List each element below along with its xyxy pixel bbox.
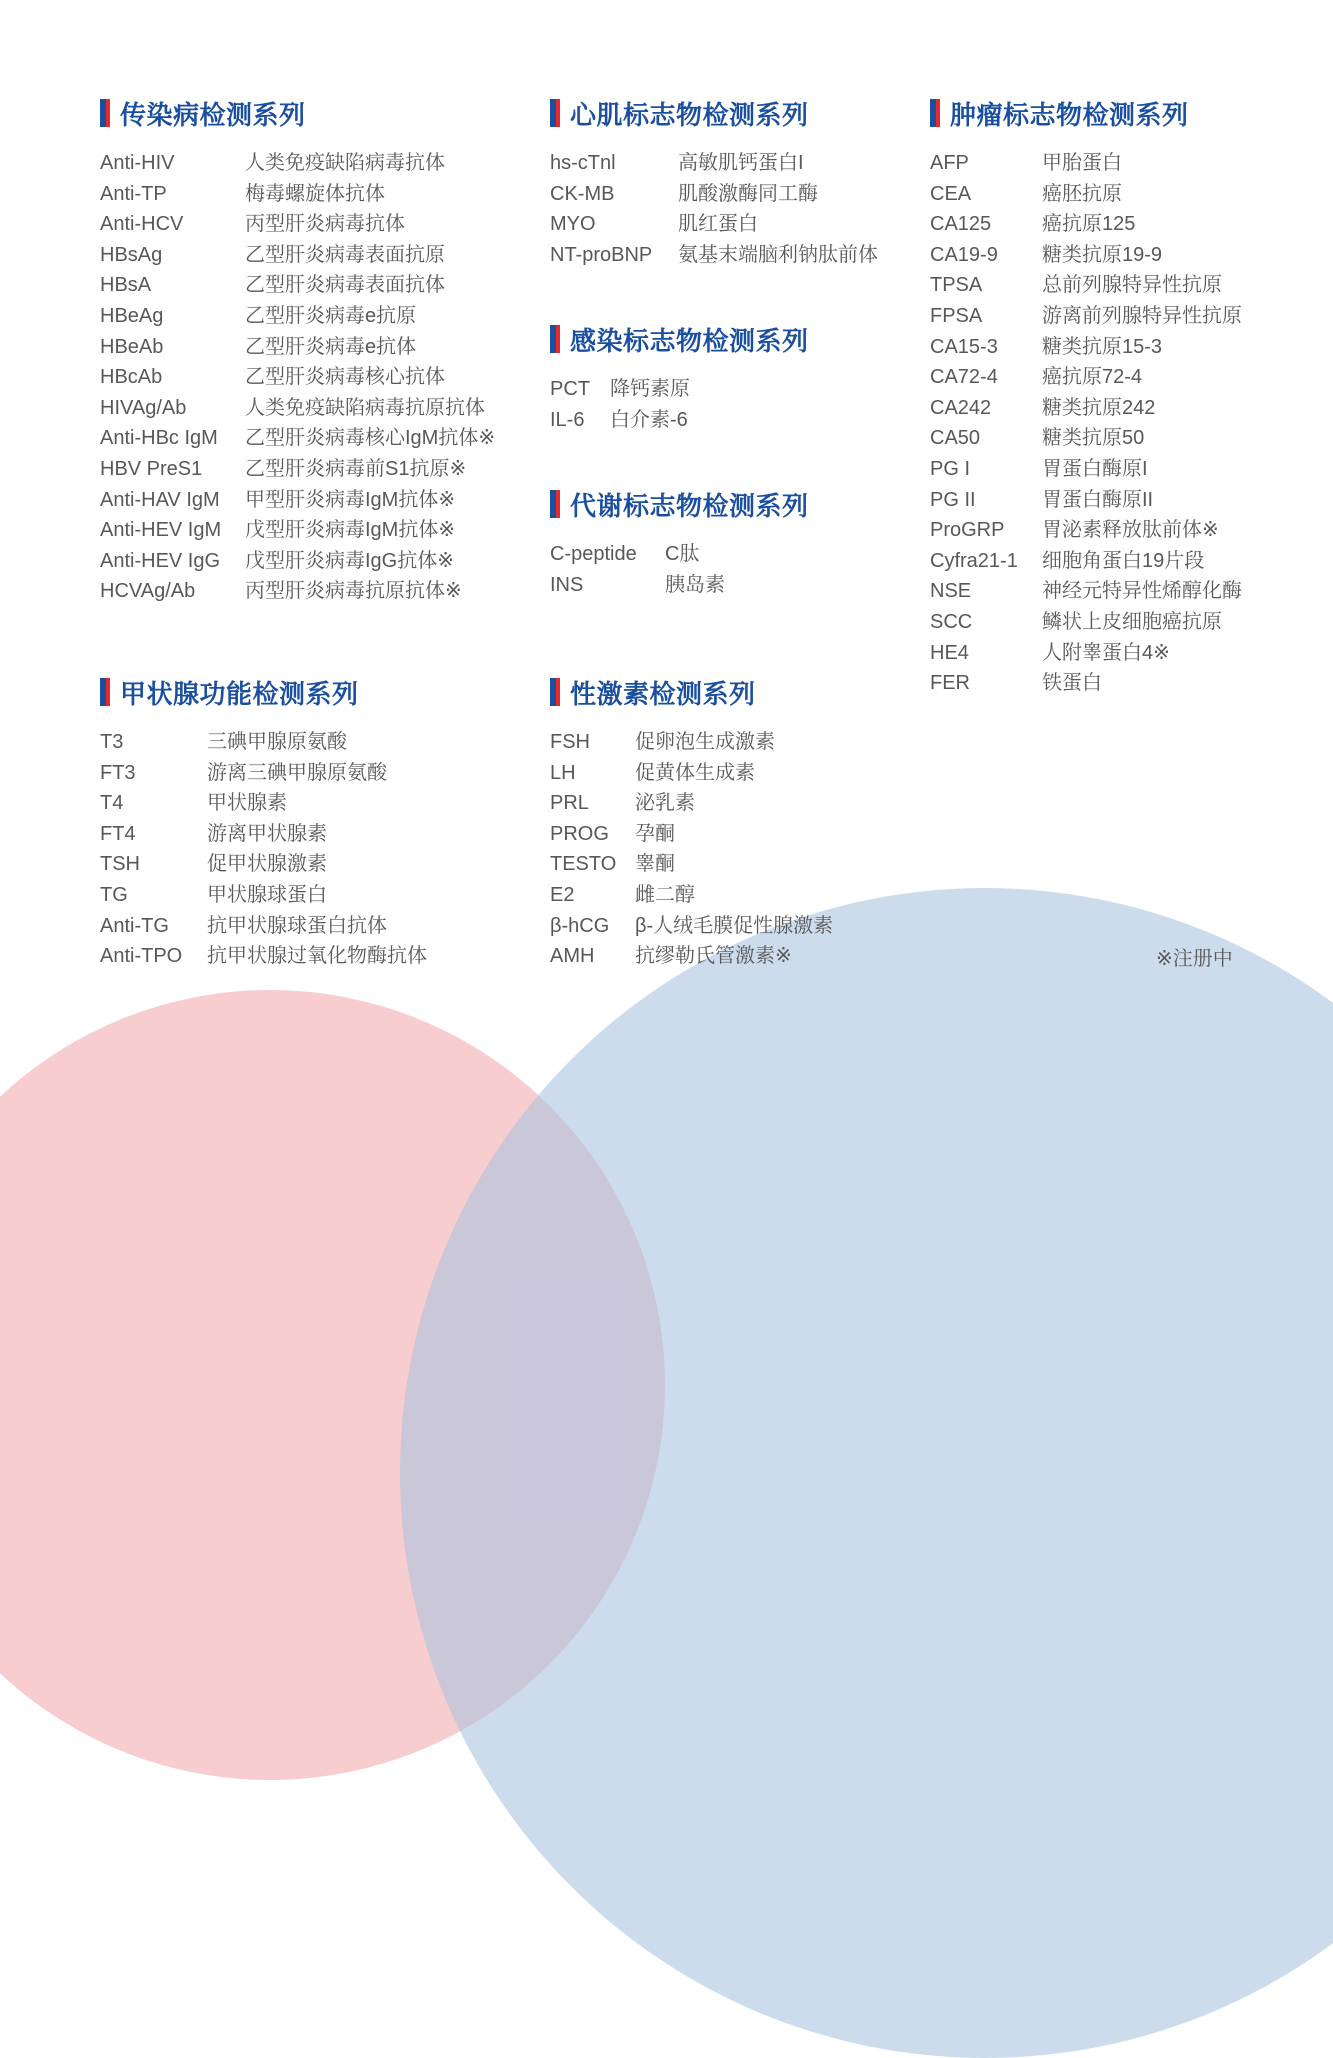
section-title-tumor bbox=[930, 98, 1242, 128]
item-code: Anti-HEV IgM bbox=[100, 519, 222, 542]
item-name: β-人绒毛膜促性腺激素 bbox=[635, 914, 834, 937]
list-item bbox=[100, 727, 427, 758]
item-code: HBsA bbox=[100, 274, 152, 297]
item-name: 孕酮 bbox=[635, 822, 675, 845]
item-code: CA19-9 bbox=[930, 243, 998, 266]
item-code: PCT bbox=[550, 378, 590, 400]
list-item bbox=[550, 880, 833, 911]
list-item bbox=[930, 362, 1242, 393]
section-infection bbox=[550, 324, 809, 435]
item-name: 丙型肝炎病毒抗原抗体※ bbox=[245, 580, 462, 603]
item-code: FT4 bbox=[100, 822, 136, 845]
item-code: TESTO bbox=[550, 853, 617, 876]
item-code: E2 bbox=[550, 883, 575, 906]
section-infectious bbox=[100, 98, 495, 607]
item-name: 癌胚抗原 bbox=[1042, 182, 1122, 205]
item-code: CA242 bbox=[930, 396, 992, 419]
item-code: C-peptide bbox=[550, 543, 637, 565]
title-bar-icon bbox=[550, 490, 560, 518]
item-name: 肌红蛋白 bbox=[678, 213, 758, 236]
list-item bbox=[930, 332, 1242, 363]
item-code: FT3 bbox=[100, 761, 136, 784]
list-item bbox=[930, 454, 1242, 485]
item-name: 乙型肝炎病毒核心抗体 bbox=[245, 366, 445, 389]
item-name: 癌抗原72-4 bbox=[1042, 366, 1143, 389]
item-name: 糖类抗原15-3 bbox=[1042, 335, 1163, 358]
item-code: CA15-3 bbox=[930, 335, 998, 358]
item-code: Anti-TG bbox=[100, 914, 169, 937]
item-name: 氨基末端脑利钠肽前体 bbox=[678, 243, 878, 266]
item-list bbox=[930, 148, 1242, 699]
item-code: AMH bbox=[550, 945, 595, 968]
item-name: 总前列腺特异性抗原 bbox=[1042, 274, 1222, 297]
item-code: HBcAb bbox=[100, 366, 163, 389]
list-item bbox=[100, 362, 495, 393]
item-name: 乙型肝炎病毒e抗体 bbox=[245, 335, 417, 358]
item-name: 泌乳素 bbox=[635, 792, 695, 815]
item-name: C肽 bbox=[665, 543, 700, 565]
section-title-infection bbox=[550, 324, 809, 354]
list-item bbox=[100, 240, 495, 271]
item-code: CA50 bbox=[930, 427, 981, 450]
section-sex-hormone bbox=[550, 677, 833, 972]
item-code: Anti-HCV bbox=[100, 213, 184, 236]
item-code: Anti-HIV bbox=[100, 152, 175, 174]
list-item bbox=[930, 546, 1242, 577]
item-name: 甲状腺球蛋白 bbox=[207, 883, 327, 906]
list-item bbox=[550, 209, 878, 240]
list-item bbox=[100, 880, 427, 911]
item-code: PROG bbox=[550, 822, 609, 845]
title-bar-icon bbox=[550, 678, 560, 706]
item-name: 睾酮 bbox=[635, 853, 675, 876]
list-item bbox=[100, 179, 495, 210]
list-item bbox=[100, 911, 427, 942]
list-item bbox=[930, 148, 1242, 179]
item-code: HBV PreS1 bbox=[100, 457, 203, 480]
item-code: TSH bbox=[100, 853, 140, 876]
item-code: IL-6 bbox=[550, 408, 585, 431]
list-item bbox=[550, 788, 833, 819]
title-bar-icon bbox=[100, 678, 110, 706]
item-name: 乙型肝炎病毒核心IgM抗体※ bbox=[245, 427, 496, 450]
title-bar-icon bbox=[550, 99, 560, 127]
item-code: NT-proBNP bbox=[550, 243, 653, 266]
item-code: HIVAg/Ab bbox=[100, 396, 187, 419]
item-code: Anti-HAV IgM bbox=[100, 488, 220, 511]
item-name: 抗缪勒氏管激素※ bbox=[635, 945, 792, 968]
item-name: 戊型肝炎病毒IgG抗体※ bbox=[245, 549, 454, 572]
list-item bbox=[100, 301, 495, 332]
item-name: 游离甲状腺素 bbox=[207, 822, 327, 845]
item-name: 高敏肌钙蛋白I bbox=[678, 152, 804, 174]
item-name: 糖类抗原50 bbox=[1042, 427, 1145, 450]
item-name: 乙型肝炎病毒前S1抗原※ bbox=[245, 457, 467, 480]
list-item bbox=[550, 179, 878, 210]
item-code: CEA bbox=[930, 182, 972, 205]
item-name: 促甲状腺激素 bbox=[207, 853, 327, 876]
item-code: CK-MB bbox=[550, 182, 615, 205]
title-bar-icon bbox=[550, 325, 560, 353]
list-item bbox=[100, 148, 495, 179]
item-code: SCC bbox=[930, 610, 973, 633]
list-item bbox=[930, 179, 1242, 210]
section-title-metabolic bbox=[550, 489, 809, 519]
item-code: CA72-4 bbox=[930, 366, 998, 389]
section-title-sex-hormone bbox=[550, 677, 833, 707]
section-title-text: 传染病检测系列 bbox=[120, 99, 306, 130]
item-code: FPSA bbox=[930, 304, 983, 327]
list-item bbox=[930, 301, 1242, 332]
list-item bbox=[550, 911, 833, 942]
item-name: 促黄体生成素 bbox=[635, 761, 755, 784]
item-name: 游离前列腺特异性抗原 bbox=[1042, 304, 1242, 327]
item-code: Cyfra21-1 bbox=[930, 549, 1018, 572]
section-title-cardiac bbox=[550, 98, 878, 128]
list-item bbox=[100, 941, 427, 972]
section-metabolic bbox=[550, 489, 809, 600]
item-name: 游离三碘甲腺原氨酸 bbox=[207, 761, 387, 784]
list-item bbox=[100, 332, 495, 363]
list-item bbox=[930, 638, 1242, 669]
section-cardiac bbox=[550, 98, 878, 270]
list-item bbox=[930, 209, 1242, 240]
section-thyroid bbox=[100, 677, 427, 972]
item-code: TPSA bbox=[930, 274, 983, 297]
item-name: 促卵泡生成激素 bbox=[635, 731, 775, 753]
item-name: 三碘甲腺原氨酸 bbox=[207, 731, 347, 753]
list-item bbox=[100, 393, 495, 424]
list-item bbox=[100, 423, 495, 454]
item-name: 乙型肝炎病毒表面抗原 bbox=[245, 243, 445, 266]
list-item bbox=[550, 727, 833, 758]
list-item bbox=[550, 405, 809, 436]
item-name: 戊型肝炎病毒IgM抗体※ bbox=[245, 519, 456, 542]
section-title-text: 感染标志物检测系列 bbox=[570, 325, 809, 356]
list-item bbox=[930, 515, 1242, 546]
item-code: NSE bbox=[930, 580, 972, 603]
list-item bbox=[550, 570, 809, 601]
item-code: FER bbox=[930, 672, 970, 695]
item-code: Anti-HBc IgM bbox=[100, 427, 218, 450]
section-title-text: 代谢标志物检测系列 bbox=[570, 490, 809, 521]
list-item bbox=[930, 485, 1242, 516]
section-title-text: 肿瘤标志物检测系列 bbox=[950, 99, 1189, 130]
item-list bbox=[550, 374, 809, 435]
item-name: 丙型肝炎病毒抗体 bbox=[245, 213, 405, 236]
item-name: 鳞状上皮细胞癌抗原 bbox=[1042, 610, 1222, 633]
section-title-text: 性激素检测系列 bbox=[570, 678, 756, 709]
item-name: 抗甲状腺球蛋白抗体 bbox=[207, 914, 387, 937]
item-name: 甲状腺素 bbox=[207, 792, 287, 815]
list-item bbox=[100, 546, 495, 577]
item-code: LH bbox=[550, 761, 576, 784]
item-code: Anti-TP bbox=[100, 182, 167, 205]
list-item bbox=[930, 668, 1242, 699]
item-name: 乙型肝炎病毒e抗原 bbox=[245, 304, 417, 327]
list-item bbox=[100, 788, 427, 819]
item-list bbox=[550, 727, 833, 972]
item-code: ProGRP bbox=[930, 519, 1005, 542]
item-code: Anti-HEV IgG bbox=[100, 549, 221, 572]
list-item bbox=[930, 423, 1242, 454]
list-item bbox=[550, 374, 809, 405]
item-code: hs-cTnl bbox=[550, 152, 616, 174]
item-name: 胃蛋白酶原I bbox=[1042, 457, 1148, 480]
background-blue-circle bbox=[400, 888, 1333, 2058]
item-name: 胰岛素 bbox=[665, 573, 725, 596]
item-code: T3 bbox=[100, 731, 124, 753]
item-code: CA125 bbox=[930, 213, 992, 236]
item-list bbox=[100, 727, 427, 972]
item-code: HCVAg/Ab bbox=[100, 580, 196, 603]
item-name: 雌二醇 bbox=[635, 883, 695, 906]
list-item bbox=[930, 393, 1242, 424]
item-name: 铁蛋白 bbox=[1042, 672, 1102, 695]
item-list bbox=[550, 148, 878, 270]
item-name: 降钙素原 bbox=[610, 378, 690, 400]
item-code: PG II bbox=[930, 488, 976, 511]
section-tumor bbox=[930, 98, 1242, 699]
list-item bbox=[930, 240, 1242, 271]
item-name: 人类免疫缺陷病毒抗原抗体 bbox=[245, 396, 485, 419]
list-item bbox=[550, 240, 878, 271]
item-code: T4 bbox=[100, 792, 124, 815]
item-code: INS bbox=[550, 573, 584, 596]
title-bar-icon bbox=[100, 99, 110, 127]
item-code: PRL bbox=[550, 792, 589, 815]
list-item bbox=[550, 819, 833, 850]
item-name: 白介素-6 bbox=[610, 408, 688, 431]
list-item bbox=[100, 454, 495, 485]
list-item bbox=[100, 819, 427, 850]
list-item bbox=[550, 849, 833, 880]
section-title-text: 心肌标志物检测系列 bbox=[570, 99, 809, 130]
list-item bbox=[100, 209, 495, 240]
item-name: 乙型肝炎病毒表面抗体 bbox=[245, 274, 445, 297]
item-name: 细胞角蛋白19片段 bbox=[1042, 549, 1205, 572]
list-item bbox=[100, 485, 495, 516]
item-name: 神经元特异性烯醇化酶 bbox=[1042, 580, 1242, 603]
item-code: AFP bbox=[930, 152, 969, 174]
item-name: 胃泌素释放肽前体※ bbox=[1042, 519, 1219, 542]
item-code: FSH bbox=[550, 731, 590, 753]
list-item bbox=[550, 758, 833, 789]
item-code: TG bbox=[100, 883, 128, 906]
item-name: 癌抗原125 bbox=[1042, 213, 1136, 236]
item-name: 人类免疫缺陷病毒抗体 bbox=[245, 152, 445, 174]
item-name: 抗甲状腺过氧化物酶抗体 bbox=[207, 945, 427, 968]
item-name: 肌酸激酶同工酶 bbox=[678, 182, 818, 205]
list-item bbox=[930, 270, 1242, 301]
item-name: 糖类抗原242 bbox=[1042, 396, 1156, 419]
item-name: 梅毒螺旋体抗体 bbox=[245, 182, 385, 205]
item-code: HBsAg bbox=[100, 243, 163, 266]
item-code: Anti-TPO bbox=[100, 945, 183, 968]
list-item bbox=[100, 849, 427, 880]
registration-note: ※注册中 bbox=[1156, 948, 1233, 970]
item-list bbox=[100, 148, 495, 607]
section-title-thyroid bbox=[100, 677, 427, 707]
item-list bbox=[550, 539, 809, 600]
item-name: 人附睾蛋白4※ bbox=[1042, 641, 1170, 664]
item-name: 甲胎蛋白 bbox=[1042, 152, 1122, 174]
title-bar-icon bbox=[930, 99, 940, 127]
list-item bbox=[100, 758, 427, 789]
item-name: 糖类抗原19-9 bbox=[1042, 243, 1163, 266]
list-item bbox=[930, 607, 1242, 638]
item-name: 甲型肝炎病毒IgM抗体※ bbox=[245, 488, 456, 511]
item-code: HBeAg bbox=[100, 304, 164, 327]
section-title-text: 甲状腺功能检测系列 bbox=[120, 678, 359, 709]
section-title-infectious bbox=[100, 98, 495, 128]
item-code: β-hCG bbox=[550, 914, 610, 937]
item-code: HBeAb bbox=[100, 335, 164, 358]
item-code: MYO bbox=[550, 213, 596, 236]
item-code: HE4 bbox=[930, 641, 969, 664]
item-name: 胃蛋白酶原II bbox=[1042, 488, 1154, 511]
list-item bbox=[100, 515, 495, 546]
list-item bbox=[550, 148, 878, 179]
list-item bbox=[100, 270, 495, 301]
list-item bbox=[930, 576, 1242, 607]
list-item bbox=[550, 539, 809, 570]
list-item bbox=[100, 576, 495, 607]
list-item bbox=[550, 941, 833, 972]
item-code: PG I bbox=[930, 457, 971, 480]
